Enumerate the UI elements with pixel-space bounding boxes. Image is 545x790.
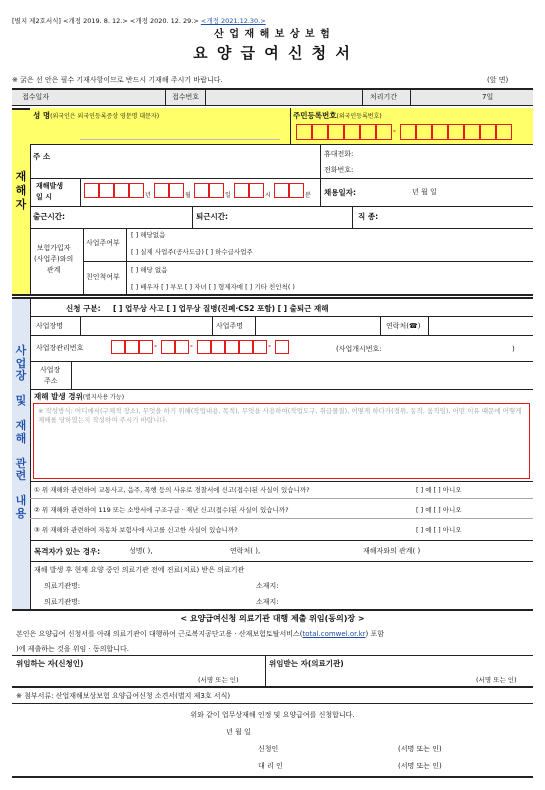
apply-type-options[interactable]: [ ] 업무상 사고 [ ] 업무상 질병(진폐·CS2 포함) [ ] 출퇴근 재해: [113, 304, 329, 313]
business-address-input[interactable]: [74, 364, 529, 386]
applicant-sign[interactable]: (서명 또는 인): [398, 745, 442, 753]
owner-status-label: 사업주여부: [86, 239, 120, 247]
digit-box[interactable]: [312, 124, 328, 140]
receipt-row: [12, 88, 533, 105]
delegator-sign[interactable]: (서명 또는 인): [198, 676, 239, 684]
required-notice: ※ 굵은 선 안은 필수 기재사항이므로 반드시 기재해 주시기 바랍니다.: [12, 76, 223, 84]
owner-option-none[interactable]: [ ] 해당없음: [131, 231, 166, 239]
digit-box[interactable]: [496, 124, 512, 140]
digit-separator: -: [268, 342, 271, 350]
digit-box[interactable]: [376, 124, 392, 140]
police-report-question: ① 위 재해와 관련하여 교통사고, 음주, 폭행 등의 사유로 경찰서에 신고(접수)된 사실이 있습니까?: [34, 486, 310, 494]
business-section-label: 사 업 장 및 재 해 관 련 내 용: [15, 344, 27, 520]
revision-date: <개정 2021.12.30.>: [200, 17, 266, 25]
rescue-report-answer[interactable]: [ ] 예 [ ] 아니오: [416, 506, 462, 514]
accident-detail-input[interactable]: [33, 403, 530, 479]
witness-name-field[interactable]: 성명( ),: [129, 547, 153, 555]
total-service-link[interactable]: total.comwel.or.kr: [302, 630, 366, 638]
delegator-label: 위임하는 자(신청인): [16, 659, 84, 668]
page-title: 요 양 급 여 신 청 서: [193, 44, 352, 62]
business-number-label: 사업장관리번호: [36, 344, 84, 352]
hospital-address-label-1: 소재지:: [256, 582, 279, 590]
witness-relation-field[interactable]: 재해자와의 관계( ): [363, 547, 421, 555]
receipt-number-label: 접수번호: [172, 93, 200, 101]
digit-box[interactable]: [125, 340, 139, 354]
apply-type-label: 신청 구분:: [66, 304, 101, 313]
worker-section-label: 재 해 자: [15, 170, 27, 211]
prior-hospital-title: 재해 발생 후 현재 요양 중인 의료기관 전에 진료(치료) 받은 의료기관: [34, 566, 245, 574]
business-address-label: 사업장: [40, 366, 61, 374]
digit-box[interactable]: [400, 124, 416, 140]
owner-option-actual[interactable]: [ ] 실제 사업주(공사도급) [ ] 하수급사업주: [131, 248, 253, 256]
digit-box[interactable]: [296, 124, 312, 140]
date-digit-box[interactable]: [99, 183, 114, 198]
delegation-text: 본인은 요양급여 신청서를 아래 의료기관이 대행하여 근로복지공단고용 · 산재보험토탈서비스(total.comwel.or.kr) 포함: [16, 630, 385, 638]
digit-box[interactable]: [328, 124, 344, 140]
digit-separator: -: [154, 342, 157, 350]
business-name-label: 사업장명: [36, 322, 64, 330]
witness-label: 목격자가 있는 경우:: [34, 547, 101, 556]
digit-box[interactable]: [360, 124, 376, 140]
job-label: 직 종:: [358, 212, 379, 221]
digit-box[interactable]: [253, 340, 267, 354]
digit-box[interactable]: [480, 124, 496, 140]
agent-sign[interactable]: (서명 또는 인): [398, 762, 442, 770]
digit-box[interactable]: [344, 124, 360, 140]
insurance-report-question: ③ 위 재해와 관련하여 자동차 보험사에 사고를 신고한 사실이 있습니까?: [34, 526, 238, 534]
date-unit-label: 시: [265, 192, 271, 199]
address-input[interactable]: [60, 148, 318, 176]
date-unit-label: 분: [305, 192, 311, 199]
hospital-address-label-2: 소재지:: [256, 598, 279, 606]
contact-label: 연락처(☎): [386, 322, 421, 330]
accident-detail-guide: ※ 작성방식: 어디에서(구체적 장소), 무엇을 하기 위해(작업내용, 목적), 무엇을 사용하여(작업도구, 취급물질), 어떻게 하다가(경위, 동작, 움직임), 어떤 이유 때문에 어떻게 재해를 당하였는지 작성하여 주시기 바랍니다.: [38, 407, 522, 424]
name-input[interactable]: [80, 124, 280, 140]
insured-relation-label: 보험가입자 (사업주)와의 관계: [34, 244, 74, 274]
digit-box[interactable]: [175, 340, 189, 354]
witness-phone-field[interactable]: 연락처( ),: [230, 547, 261, 555]
business-start-label: (사업개시번호:: [336, 345, 382, 353]
phone-label: 전화번호:: [324, 166, 354, 174]
relative-status-label: 친인척여부: [86, 273, 120, 281]
end-time-label: 퇴근시간:: [196, 212, 228, 221]
digit-box[interactable]: [161, 340, 175, 354]
address-label: 주 소: [33, 152, 51, 161]
digit-box[interactable]: [432, 124, 448, 140]
digit-box[interactable]: [416, 124, 432, 140]
relative-option-none[interactable]: [ ] 해당 없음: [131, 266, 168, 274]
delegatee-sign[interactable]: (서명 또는 인): [476, 676, 517, 684]
application-date[interactable]: 년 월 일: [226, 728, 251, 736]
date-digit-box[interactable]: [84, 183, 99, 198]
digit-box[interactable]: [225, 340, 239, 354]
digit-box[interactable]: [448, 124, 464, 140]
mobile-label: 휴대전화:: [324, 150, 354, 158]
date-digit-box[interactable]: [209, 183, 224, 198]
date-digit-box[interactable]: [169, 183, 184, 198]
digit-box[interactable]: [139, 340, 153, 354]
date-unit-label: 일: [225, 192, 231, 199]
digit-separator: -: [190, 342, 193, 350]
hire-date-label: 채용일자:: [324, 188, 356, 197]
agent-label: 대 리 인: [258, 762, 283, 770]
hospital-name-label-2: 의료기관명:: [44, 598, 81, 606]
hire-date-units: 년 월 일: [412, 188, 437, 196]
digit-box[interactable]: [211, 340, 225, 354]
start-time-label: 출근시간:: [33, 212, 65, 221]
date-digit-box[interactable]: [154, 183, 169, 198]
application-statement: 위와 같이 업무상재해 인정 및 요양급여를 신청합니다.: [190, 711, 355, 719]
digit-box[interactable]: [111, 340, 125, 354]
form-number: [별지 제2호서식] <개정 2019. 8. 12.> <개정 2020. 12. 29.> <개정 2021.12.30.>: [12, 17, 266, 25]
applicant-label: 신청인: [258, 745, 279, 753]
date-digit-box[interactable]: [194, 183, 209, 198]
page-side: (앞 면): [487, 76, 509, 84]
digit-separator: -: [393, 127, 396, 135]
digit-box[interactable]: [239, 340, 253, 354]
owner-name-label: 사업주명: [216, 322, 244, 330]
processing-period-value: 7일: [482, 93, 494, 101]
date-unit-label: 월: [185, 192, 191, 199]
hospital-name-label-1: 의료기관명:: [44, 582, 81, 590]
date-digit-box[interactable]: [114, 183, 129, 198]
digit-box[interactable]: [464, 124, 480, 140]
rrn-label: 주민등록번호(외국인등록번호): [293, 111, 382, 120]
date-digit-box[interactable]: [234, 183, 249, 198]
digit-box[interactable]: [275, 340, 289, 354]
receipt-date-label: 접수일자: [22, 93, 50, 101]
digit-box[interactable]: [197, 340, 211, 354]
law-name: 산 업 재 해 보 상 보 험: [214, 29, 331, 40]
delegation-title: < 요양급여신청 의료기관 대행 제출 위임(동의)장 >: [180, 614, 365, 623]
date-unit-label: 년: [145, 192, 151, 199]
name-label: 성 명(외국인은 외국인등록증상 영문명 대문자): [33, 111, 160, 120]
attachment-note: ※ 첨부서류: 산업재해보상보험 요양급여신청 소견서(별지 제3호 서식): [16, 692, 231, 700]
insurance-report-answer[interactable]: [ ] 예 [ ] 아니오: [416, 526, 462, 534]
date-digit-box[interactable]: [249, 183, 264, 198]
relative-option-list[interactable]: [ ] 배우자 [ ] 부모 [ ] 자녀 [ ] 형제자매 [ ] 기타 친인척( ): [131, 283, 295, 291]
police-report-answer[interactable]: [ ] 예 [ ] 아니오: [416, 486, 462, 494]
accident-datetime-label: 재해발생: [36, 182, 64, 190]
date-digit-box[interactable]: [289, 183, 304, 198]
accident-detail-label: 재해 발생 경위(별지사용 가능): [34, 392, 125, 401]
date-digit-box[interactable]: [129, 183, 144, 198]
date-digit-box[interactable]: [274, 183, 289, 198]
delegatee-label: 위임받는 자(의료기관): [269, 659, 344, 668]
rescue-report-question: ② 위 재해와 관련하여 119 또는 소방서에 구조구급 · 재난 신고(접수)된 사실이 있습니까?: [34, 506, 289, 514]
processing-period-label: 처리기간: [370, 93, 398, 101]
